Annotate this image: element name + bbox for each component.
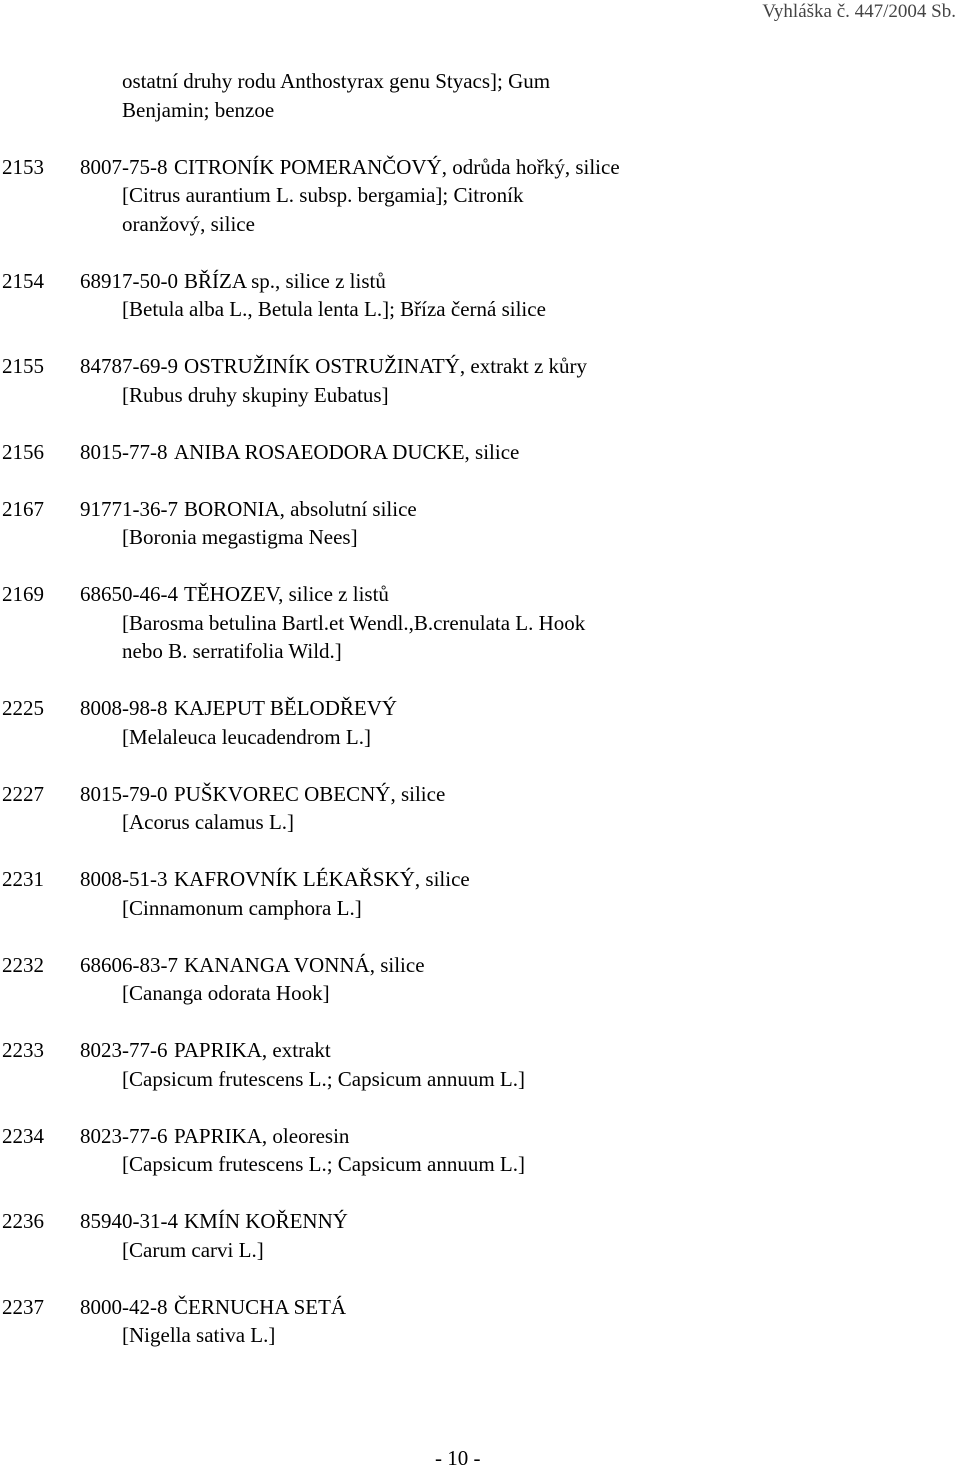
entry-2167 <box>0 495 960 552</box>
continuation-line: ostatní druhy rodu Anthostyrax genu Styacs]; Gum <box>122 69 551 93</box>
entry-number: 2167 <box>2 496 44 521</box>
document-header: Vyhláška č. 447/2004 Sb. <box>762 1 956 22</box>
continuation-block <box>0 67 960 124</box>
substance-detail-line: [Acorus calamus L.] <box>122 810 295 834</box>
substance-name: ČERNUCHA SETÁ <box>174 1294 347 1319</box>
entry-number: 2232 <box>2 952 44 977</box>
cas-number: 8023-77-6 <box>80 1038 168 1062</box>
substance-name: PUŠKVOREC OBECNÝ, silice <box>174 781 446 806</box>
cas-number: 8008-98-8 <box>80 696 168 720</box>
substance-name: KANANGA VONNÁ, silice <box>184 952 425 977</box>
entry-2156 <box>0 438 960 467</box>
substance-detail-line: [Barosma betulina Bartl.et Wendl.,B.crenulata L. Hook <box>122 610 586 635</box>
entry-number: 2231 <box>2 867 44 891</box>
entry-2155 <box>0 352 960 409</box>
page-number: - 10 - <box>435 1446 481 1470</box>
substance-name: PAPRIKA, extrakt <box>174 1038 331 1062</box>
substance-name: KMÍN KOŘENNÝ <box>184 1209 348 1233</box>
entry-number: 2155 <box>2 354 44 378</box>
continuation-line: Benjamin; benzoe <box>122 97 275 122</box>
cas-number: 8015-77-8 <box>80 439 168 464</box>
substance-detail-line: [Capsicum frutescens L.; Capsicum annuum L.] <box>122 1152 525 1176</box>
cas-number: 68917-50-0 <box>80 268 178 293</box>
substance-name: BŘÍZA sp., silice z listů <box>184 268 386 293</box>
entry-2227 <box>0 780 960 837</box>
cas-number: 8000-42-8 <box>80 1294 168 1319</box>
cas-number: 8008-51-3 <box>80 867 168 891</box>
entry-number: 2156 <box>2 439 44 464</box>
cas-number: 8007-75-8 <box>80 154 168 179</box>
substance-name: CITRONÍK POMERANČOVÝ, odrůda hořký, silice <box>174 154 620 179</box>
entry-number: 2169 <box>2 582 44 606</box>
substance-name: KAJEPUT BĚLODŘEVÝ <box>174 696 398 720</box>
entry-number: 2154 <box>2 268 44 293</box>
entry-2225 <box>0 694 960 751</box>
entry-2169 <box>0 580 960 666</box>
substance-detail-line: [Melaleuca leucadendrom L.] <box>122 724 371 749</box>
cas-number: 68606-83-7 <box>80 952 178 977</box>
entry-number: 2234 <box>2 1123 44 1148</box>
entry-2232 <box>0 951 960 1008</box>
substance-detail-line: [Capsicum frutescens L.; Capsicum annuum L.] <box>122 1066 525 1091</box>
entry-2153 <box>0 153 960 239</box>
substance-name: KAFROVNÍK LÉKAŘSKÝ, silice <box>174 867 470 891</box>
entry-2234 <box>0 1122 960 1179</box>
substance-detail-line: [Cinnamonum camphora L.] <box>122 895 362 920</box>
entry-number: 2237 <box>2 1294 44 1319</box>
entry-number: 2233 <box>2 1038 44 1062</box>
entry-2231 <box>0 865 960 922</box>
entry-number: 2153 <box>2 154 44 179</box>
substance-detail-line: [Cananga odorata Hook] <box>122 981 330 1005</box>
entry-2237 <box>0 1293 960 1350</box>
entry-2236 <box>0 1207 960 1264</box>
entry-2233 <box>0 1036 960 1093</box>
substance-detail-line: [Carum carvi L.] <box>122 1237 264 1262</box>
entry-number: 2227 <box>2 781 44 806</box>
cas-number: 8015-79-0 <box>80 781 168 806</box>
cas-number: 8023-77-6 <box>80 1123 168 1148</box>
substance-detail-line: nebo B. serratifolia Wild.] <box>122 639 342 663</box>
entry-list <box>0 67 960 1378</box>
substance-detail-line: [Betula alba L., Betula lenta L.]; Bříza černá silice <box>122 297 546 321</box>
substance-name: OSTRUŽINÍK OSTRUŽINATÝ, extrakt z kůry <box>184 354 588 378</box>
substance-name: ANIBA ROSAEODORA DUCKE, silice <box>174 439 520 464</box>
cas-number: 91771-36-7 <box>80 496 178 521</box>
entry-number: 2225 <box>2 696 44 720</box>
substance-detail-line: [Citrus aurantium L. subsp. bergamia]; Citroník <box>122 183 524 207</box>
entry-number: 2236 <box>2 1209 44 1233</box>
substance-name: PAPRIKA, oleoresin <box>174 1123 350 1148</box>
cas-number: 85940-31-4 <box>80 1209 178 1233</box>
cas-number: 84787-69-9 <box>80 354 178 378</box>
substance-name: TĚHOZEV, silice z listů <box>184 582 389 606</box>
substance-detail-line: [Boronia megastigma Nees] <box>122 525 358 549</box>
cas-number: 68650-46-4 <box>80 582 178 606</box>
substance-detail-line: [Rubus druhy skupiny Eubatus] <box>122 382 389 407</box>
substance-name: BORONIA, absolutní silice <box>184 496 417 521</box>
substance-detail-line: oranžový, silice <box>122 211 255 236</box>
substance-detail-line: [Nigella sativa L.] <box>122 1323 276 1347</box>
entry-2154 <box>0 267 960 324</box>
